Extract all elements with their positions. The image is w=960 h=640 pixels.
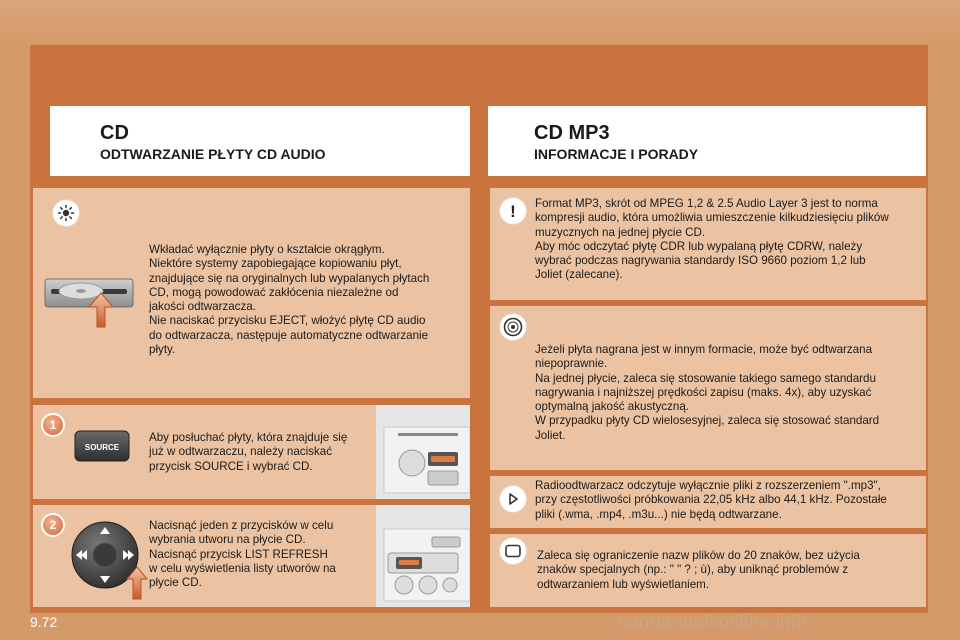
- right-title: CD MP3: [534, 122, 610, 144]
- warning-icon: !: [500, 198, 526, 224]
- left-title: CD: [100, 122, 129, 144]
- mp3-format-panel: [490, 188, 926, 300]
- file-extension-panel: [490, 476, 926, 528]
- step-2-text: Nacisnąć jeden z przycisków w celu wybrania utworu na płycie CD. Nacisnąć przycisk LIST REFRESH w celu wyświetlenia listy utworów na płycie CD.: [149, 519, 336, 590]
- radio-panel-thumbnail-2: [376, 505, 470, 607]
- file-naming-text: Zaleca się ograniczenie nazw plików do 20 znaków, bez użycia znaków specjalnych (np.: " " ? ; ù), aby uniknąć problemów z odtwarzaniem lub wyświetlaniem.: [537, 549, 860, 591]
- watermark: carmanualsonline.info: [618, 612, 808, 633]
- step-1-text: Aby posłuchać płyty, która znajduje się już w odtwarzaczu, należy naciskać przycisk SOURCE i wybrać CD.: [149, 431, 348, 473]
- recording-standard-text: Jeżeli płyta nagrana jest w innym formacie, może być odtwarzana niepoprawnie. Na jednej płycie, zaleca się stosowanie takiego samego standardu nagrywania i najniższej prędkości zapisu (maks. 4x), aby uzyskać optymalną jakość akustyczną. W przypadku płyty CD wielosesyjnej, zaleca się stosować standard Joliet.: [535, 343, 880, 442]
- cd-tip-panel: [33, 188, 470, 398]
- step-1-badge: 1: [43, 415, 63, 435]
- step-1-panel: [33, 405, 470, 499]
- page-top-band: [0, 0, 960, 45]
- page-number: 9.72: [30, 614, 58, 630]
- left-subtitle: ODTWARZANIE PŁYTY CD AUDIO: [100, 146, 326, 162]
- left-section-header: [50, 106, 470, 176]
- file-extension-text: Radioodtwarzacz odczytuje wyłącznie pliki z rozszerzeniem ".mp3", przy częstotliwości próbkowania 22,05 kHz albo 44,1 kHz. Pozostałe pliki (.wma, .mp4, .m3u...) nie będą odtwarzane.: [535, 479, 887, 521]
- cd-tip-text: Wkładać wyłącznie płyty o kształcie okrągłym. Niektóre systemy zapobiegające kopiowaniu płyt, znajdujące się na oryginalnych lub wypalanych płytach CD, mogą powodować zakłócenia niezależne od jakości odtwarzacza. Nie naciskać przycisku EJECT, włożyć płytę CD audio do odtwarzacza, następuje automatyczne odtwarzanie płyty.: [149, 243, 430, 357]
- sun-icon: [53, 200, 79, 226]
- message-box-icon: [500, 538, 526, 564]
- source-button-label: SOURCE: [84, 443, 120, 452]
- direction-pad-illustration: [67, 519, 149, 601]
- right-section-header: [488, 106, 926, 176]
- right-subtitle: INFORMACJE I PORADY: [534, 146, 699, 162]
- mp3-format-text: Format MP3, skrót od MPEG 1,2 & 2.5 Audio Layer 3 jest to norma kompresji audio, która umożliwia umieszczenie kilkudziesięciu plików muzycznych na jednej płycie CD. Aby móc odczytać płytę CDR lub wypalaną płytę CDRW, należy wybrać podczas nagrywania standardy ISO 9660 poziom 1,2 lub Joliet (zalecane).: [535, 197, 889, 282]
- file-naming-panel: [490, 534, 926, 607]
- cd-slot-illustration: [43, 273, 138, 333]
- recording-standard-panel: [490, 306, 926, 470]
- source-button-illustration: [73, 425, 131, 467]
- cd-disc-icon: [500, 314, 526, 340]
- step-2-badge: 2: [43, 515, 63, 535]
- step-2-panel: [33, 505, 470, 607]
- play-icon: [500, 486, 526, 512]
- radio-panel-thumbnail-1: [376, 405, 470, 499]
